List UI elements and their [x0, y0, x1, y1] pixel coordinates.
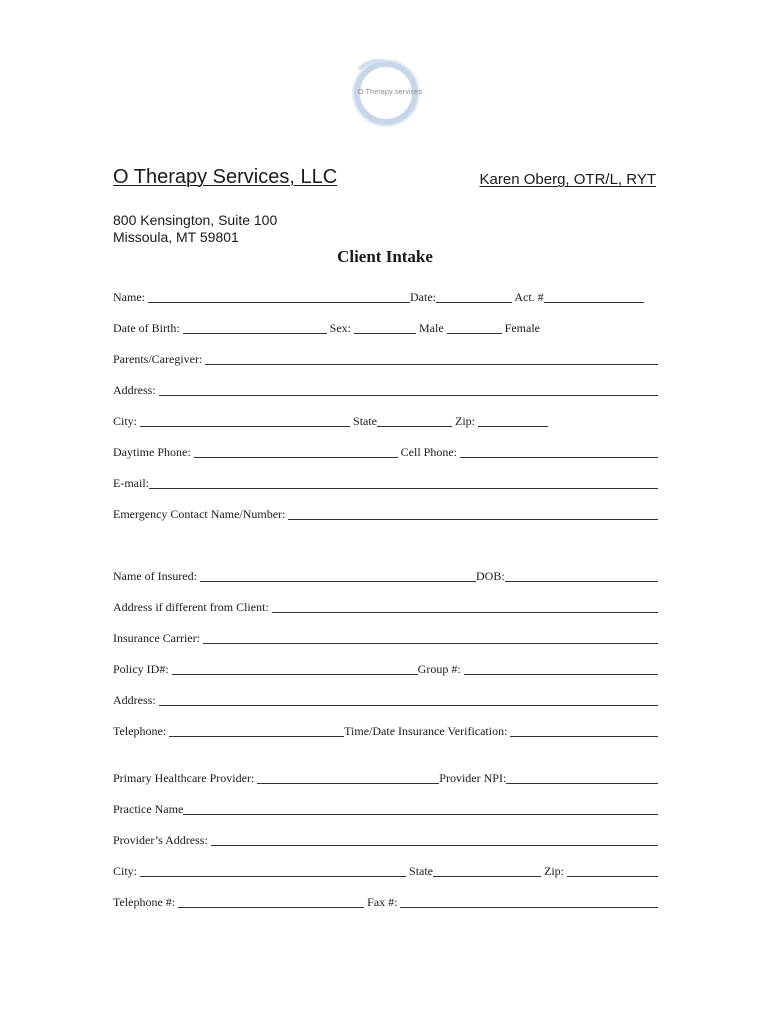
insurance-address-row	[113, 692, 658, 708]
carrier-label: Insurance Carrier:	[113, 631, 203, 645]
dob-sex-row	[113, 320, 658, 336]
insured-dob-field[interactable]	[505, 570, 658, 582]
insured-dob-label: DOB:	[475, 569, 505, 583]
alt-address-field[interactable]	[272, 601, 658, 613]
provider-city-label: City:	[113, 864, 141, 878]
insurance-telephone-label: Telephone:	[113, 724, 170, 738]
email-row	[113, 475, 658, 491]
parents-row	[113, 351, 658, 367]
parents-label: Parents/Caregiver:	[113, 352, 206, 366]
cell-phone-label: Cell Phone:	[397, 445, 460, 459]
provider-telephone-label: Telephone #:	[113, 895, 179, 909]
verification-field[interactable]	[510, 725, 658, 737]
phone-row	[113, 444, 658, 460]
emergency-row	[113, 506, 658, 522]
provider-address-row	[113, 832, 658, 848]
policy-field[interactable]	[172, 663, 418, 675]
zip-label: Zip:	[452, 414, 479, 428]
primary-provider-field[interactable]	[257, 772, 439, 784]
emergency-label: Emergency Contact Name/Number:	[113, 507, 289, 521]
insurance-telephone-field[interactable]	[169, 725, 344, 737]
insurance-address-field[interactable]	[159, 694, 658, 706]
provider-address-field[interactable]	[211, 834, 658, 846]
form-title: Client Intake	[337, 247, 433, 266]
date-field[interactable]	[436, 291, 512, 303]
insured-row	[113, 568, 658, 584]
company-address	[113, 212, 277, 246]
alt-address-row	[113, 599, 658, 615]
group-field[interactable]	[464, 663, 658, 675]
state-label: State	[350, 414, 378, 428]
dob-field[interactable]	[183, 322, 327, 334]
practice-label: Practice Name	[113, 802, 184, 816]
npi-field[interactable]	[506, 772, 658, 784]
alt-address-label: Address if different from Client:	[113, 600, 272, 614]
insured-name-field[interactable]	[200, 570, 476, 582]
provider-zip-field[interactable]	[567, 865, 658, 877]
carrier-field[interactable]	[203, 632, 658, 644]
provider-address-label: Provider’s Address:	[113, 833, 211, 847]
logo-text: O Therapy services	[358, 89, 423, 96]
name-label: Name:	[113, 290, 148, 304]
female-label: Female	[501, 321, 540, 335]
verification-label: Time/Date Insurance Verification:	[344, 724, 511, 738]
city-field[interactable]	[140, 415, 350, 427]
date-label: Date:	[410, 290, 436, 304]
insurance-address-label: Address:	[113, 693, 159, 707]
provider-city-field[interactable]	[140, 865, 406, 877]
primary-provider-label: Primary Healthcare Provider:	[113, 771, 258, 785]
provider-state-field[interactable]	[433, 865, 541, 877]
group-label: Group #:	[417, 662, 464, 676]
provider-state-label: State	[406, 864, 434, 878]
city-label: City:	[113, 414, 141, 428]
insured-name-label: Name of Insured:	[113, 569, 200, 583]
provider-zip-label: Zip:	[541, 864, 568, 878]
email-field[interactable]	[149, 477, 658, 489]
fax-label: Fax #:	[364, 895, 401, 909]
emergency-field[interactable]	[288, 508, 658, 520]
provider-telephone-field[interactable]	[178, 896, 364, 908]
daytime-phone-field[interactable]	[194, 446, 398, 458]
cell-phone-field[interactable]	[460, 446, 658, 458]
dob-label: Date of Birth:	[113, 321, 183, 335]
address-row	[113, 382, 658, 398]
provider-city-row	[113, 863, 658, 879]
fax-field[interactable]	[400, 896, 658, 908]
address-label: Address:	[113, 383, 159, 397]
carrier-row	[113, 630, 658, 646]
address-field[interactable]	[159, 384, 658, 396]
therapist-name: Karen Oberg, OTR/L, RYT	[479, 171, 656, 188]
daytime-phone-label: Daytime Phone:	[113, 445, 194, 459]
female-checkbox-line[interactable]	[447, 322, 502, 334]
policy-row	[113, 661, 658, 677]
policy-label: Policy ID#:	[113, 662, 172, 676]
zip-field[interactable]	[478, 415, 548, 427]
address-line-1: 800 Kensington, Suite 100	[113, 212, 278, 228]
email-label: E-mail:	[113, 476, 149, 490]
address-line-2: Missoula, MT 59801	[113, 229, 239, 245]
name-field[interactable]	[148, 291, 410, 303]
company-name: O Therapy Services, LLC	[113, 166, 338, 188]
provider-phone-row	[113, 894, 658, 910]
state-field[interactable]	[377, 415, 452, 427]
parents-field[interactable]	[205, 353, 658, 365]
male-checkbox-line[interactable]	[354, 322, 416, 334]
sex-label: Sex:	[326, 321, 354, 335]
npi-label: Provider NPI:	[439, 771, 507, 785]
primary-provider-row	[113, 770, 658, 786]
male-label: Male	[416, 321, 447, 335]
insurance-telephone-row	[113, 723, 658, 739]
act-label: Act. #	[512, 290, 544, 304]
act-number-field[interactable]	[544, 291, 644, 303]
practice-field[interactable]	[183, 803, 658, 815]
client-name-row	[113, 289, 658, 305]
city-row	[113, 413, 658, 429]
practice-row	[113, 801, 658, 817]
